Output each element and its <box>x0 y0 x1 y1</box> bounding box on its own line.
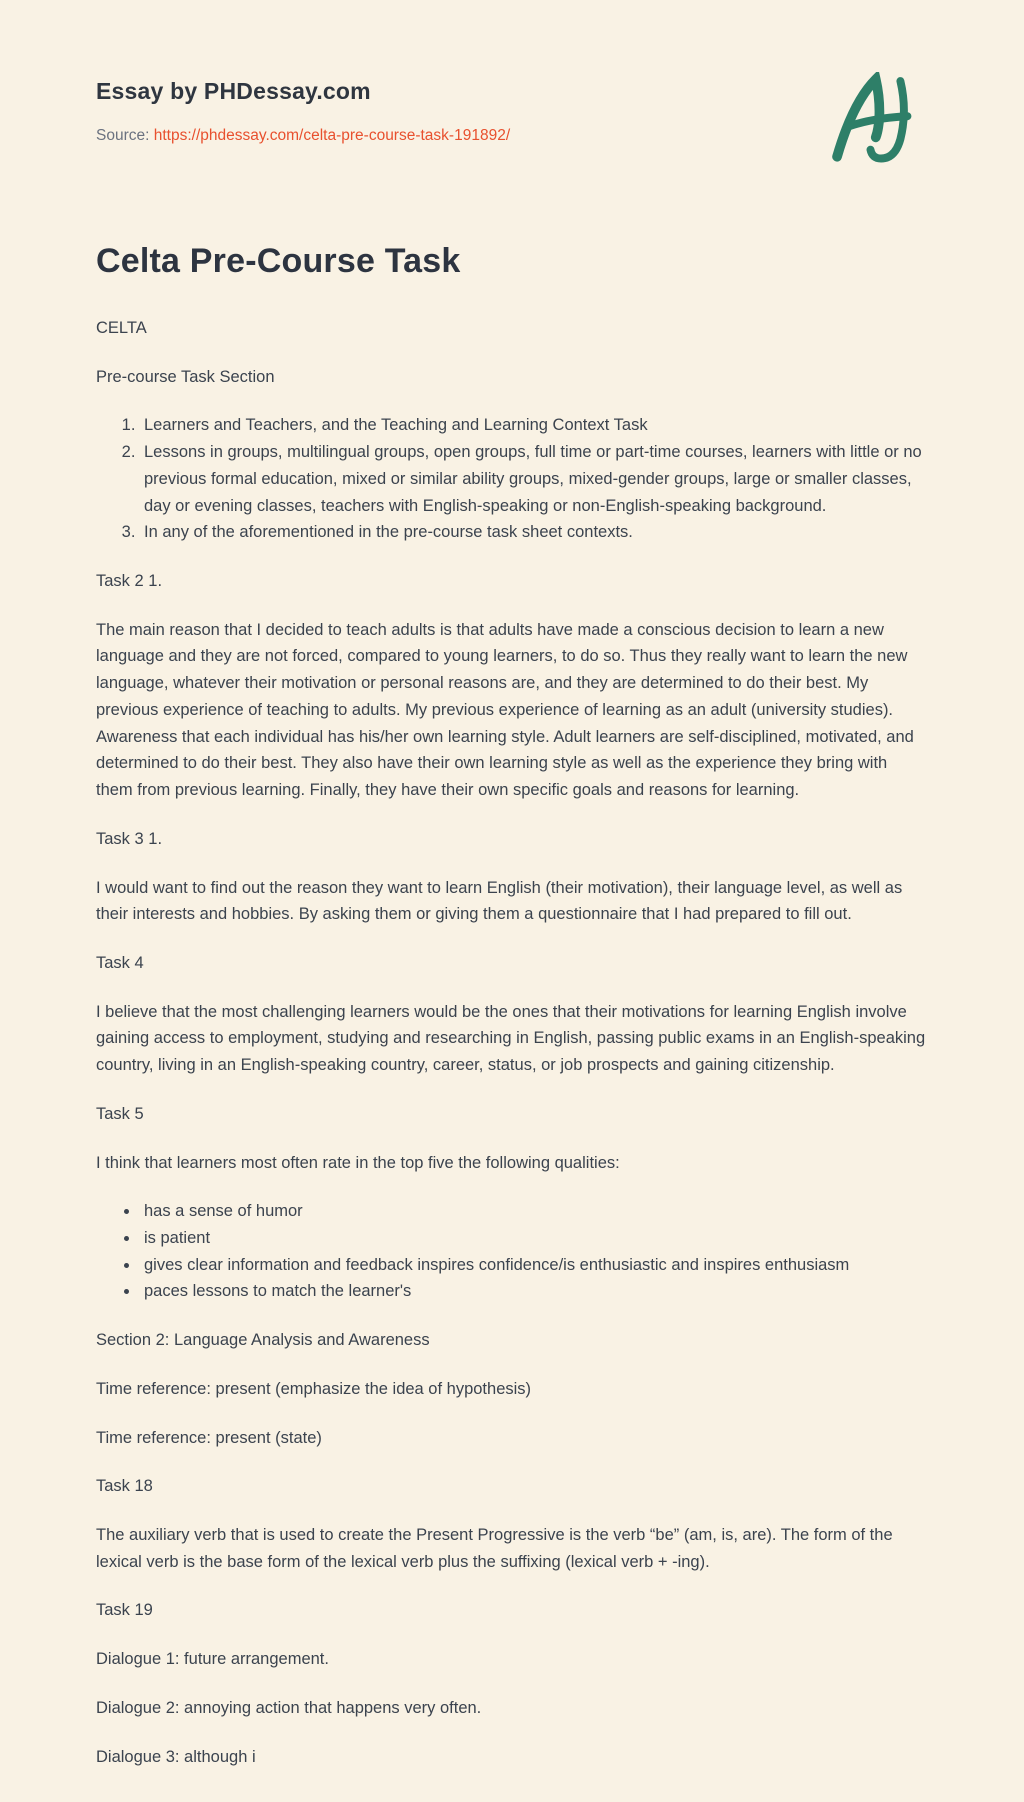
paragraph: Pre-course Task Section <box>96 367 275 386</box>
paragraph: The auxiliary verb that is used to create the Present Progressive is the verb “be” (am, is, are). The form of the lexical verb is the base form of the lexical verb plus the suffixing (lexical verb + -ing). <box>96 1526 893 1571</box>
list-item: 1. Learners and Teachers, and the Teaching and Learning Context Task <box>140 412 928 439</box>
paragraph: I believe that the most challenging learners would be the ones that their motivations for learning English involve gaining access to employment, studying and researching in English, passing public exams in an English-speaking country, living in an English-speaking country, career, status, or job prospects and gaining citizenship. <box>96 1002 926 1075</box>
page-header <box>96 78 928 164</box>
essay-title: Celta Pre-Course Task <box>96 242 461 280</box>
paragraph: Dialogue 2: annoying action that happens very often. <box>96 1698 482 1717</box>
list-item: • has a sense of humor <box>140 1198 928 1225</box>
bullet-list <box>96 1198 928 1305</box>
essay-body <box>96 315 928 1802</box>
header-text-block <box>96 78 510 145</box>
list-item: 3. In any of the aforementioned in the pre-course task sheet contexts. <box>140 519 928 546</box>
list-item: • gives clear information and feedback inspires confidence/is enthusiastic and inspires enthusiasm <box>140 1252 928 1279</box>
phdessay-logo-icon <box>830 72 918 164</box>
source-label: Source: <box>96 127 150 144</box>
paragraph: Dialogue 1: future arrangement. <box>96 1650 329 1669</box>
list-item: 2. Lessons in groups, multilingual groups, open groups, full time or part-time courses, learners with little or no previous formal education, mixed or similar ability groups, mixed-gender groups, large or smaller classes, day or evening classes, teachers with English-speaking or non-English-speaking background. <box>140 439 928 519</box>
paragraph: Task 5 <box>96 1104 144 1123</box>
paragraph: Dialogue 3: although i <box>96 1747 256 1766</box>
list-item: • paces lessons to match the learner's <box>140 1278 928 1305</box>
paragraph: The main reason that I decided to teach adults is that adults have made a conscious decision to learn a new language and they are not forced, compared to young learners, to do so. Thus they really want to learn the new language, whatever their motivation or personal reasons are, and they are determined to do their best. My previous experience of teaching to adults. My previous experience of learning as an adult (university studies). Awareness that each individual has his/her own learning style. Adult learners are self-disciplined, motivated, and determined to do their best. They also have their own learning style as well as the experience they bring with them from previous learning. Finally, they have their own specific goals and reasons for learning. <box>96 620 914 800</box>
site-title: Essay by PHDessay.com <box>96 78 371 104</box>
numbered-list <box>96 412 928 546</box>
paragraph: I would want to find out the reason they want to learn English (their motivation), their language level, as well as their interests and hobbies. By asking them or giving them a questionnaire that I had prepared to fill out. <box>96 878 903 924</box>
paragraph: Task 2 1. <box>96 572 163 591</box>
source-line <box>96 127 510 145</box>
paragraph: I think that learners most often rate in the top five the following qualities: <box>96 1153 620 1172</box>
list-item: • is patient <box>140 1225 928 1252</box>
paragraph: Task 19 <box>96 1601 153 1620</box>
paragraph: Task 3 1. <box>96 829 163 848</box>
paragraph: Task 18 <box>96 1477 153 1496</box>
paragraph: Section 2: Language Analysis and Awareness <box>96 1331 430 1350</box>
paragraph: Time reference: present (state) <box>96 1428 322 1447</box>
paragraph: Task 4 <box>96 953 144 972</box>
source-url-link[interactable]: https://phdessay.com/celta-pre-course-task-191892/ <box>153 127 511 144</box>
paragraph: CELTA <box>96 319 147 337</box>
paragraph: Time reference: present (emphasize the idea of hypothesis) <box>96 1379 532 1398</box>
